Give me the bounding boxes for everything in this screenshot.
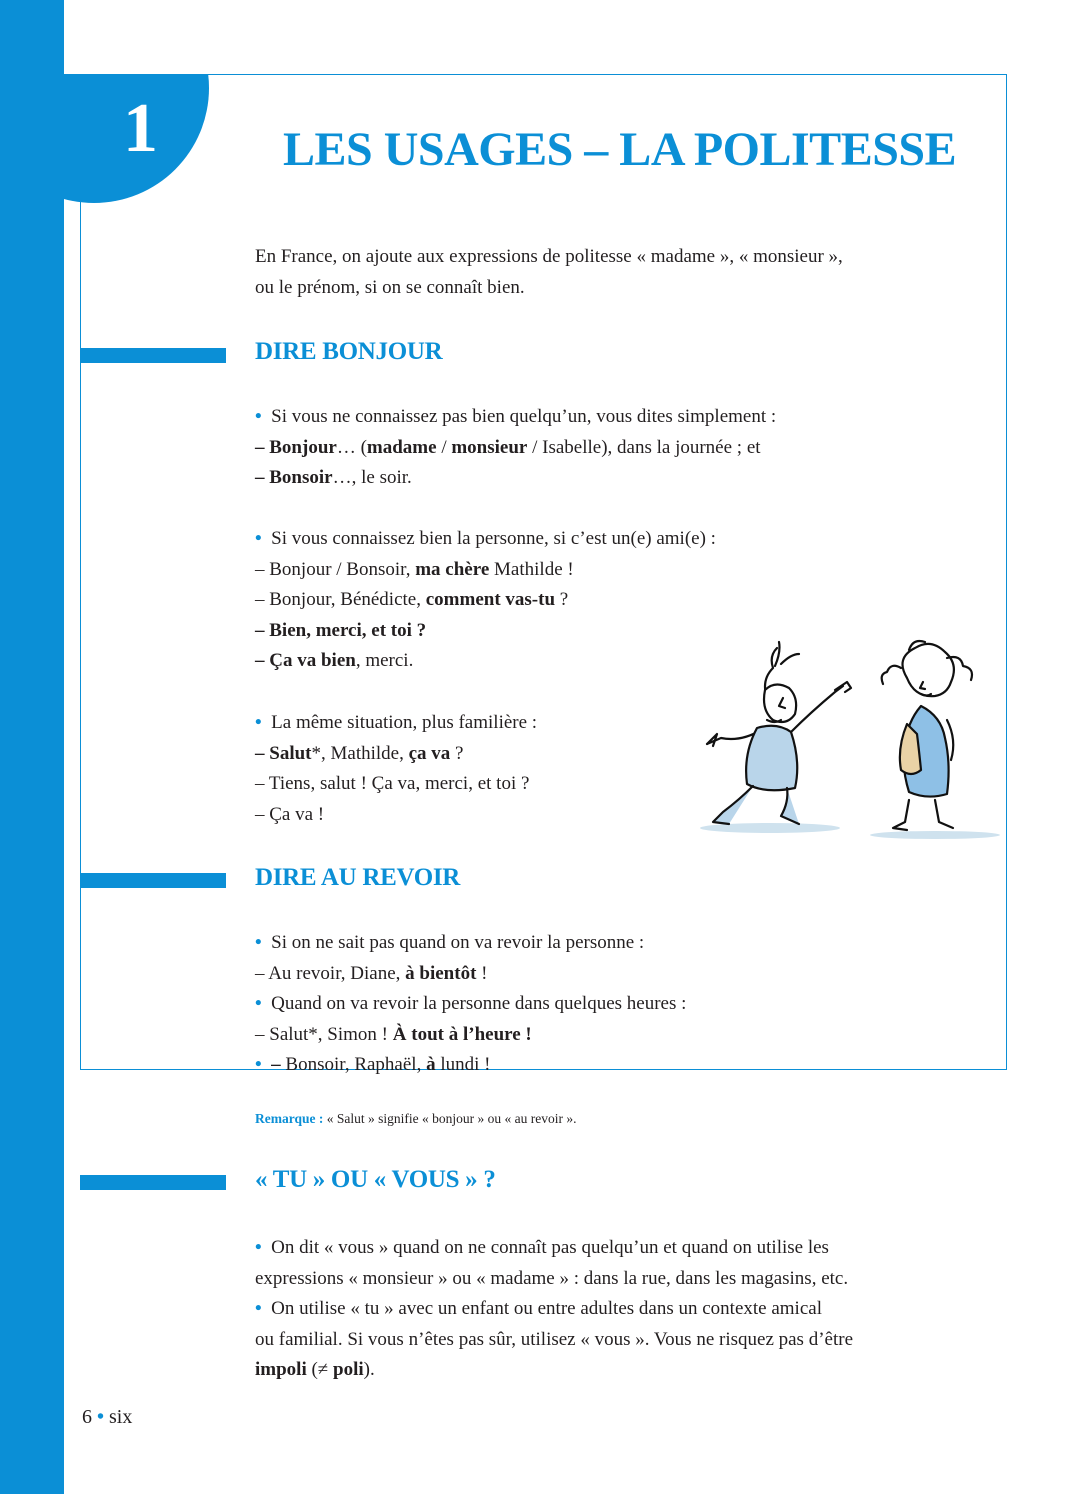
shadow bbox=[700, 823, 1000, 839]
text-line: – Ça va ! bbox=[255, 803, 325, 825]
bullet-icon: • bbox=[255, 406, 262, 427]
chapter-number: 1 bbox=[123, 90, 158, 167]
text-line: – Bonjour / Bonsoir, ma chère Mathilde ! bbox=[255, 558, 574, 580]
footer-bullet-icon: • bbox=[97, 1406, 105, 1428]
intro-paragraph bbox=[255, 242, 843, 303]
page-title: LES USAGES – LA POLITESSE bbox=[283, 123, 957, 176]
text-line: La même situation, plus familière : bbox=[271, 712, 538, 733]
left-color-band bbox=[0, 0, 64, 1494]
bullet-icon: • bbox=[255, 932, 262, 953]
bullet-icon: • bbox=[255, 528, 262, 549]
revoir-block bbox=[255, 928, 686, 1081]
bonjour-block-2 bbox=[255, 524, 716, 677]
section-heading-tu-vous: « TU » OU « VOUS » ? bbox=[255, 1166, 496, 1193]
text-line: On utilise « tu » avec un enfant ou entre adultes dans un contexte amical bbox=[271, 1298, 822, 1319]
bonjour-block-3 bbox=[255, 708, 537, 830]
woman-figure bbox=[882, 641, 972, 830]
text-line: Si on ne sait pas quand on va revoir la personne : bbox=[271, 932, 645, 953]
text-line: Si vous ne connaissez pas bien quelqu’un, vous dites simplement : bbox=[271, 406, 777, 427]
text-line: Quand on va revoir la personne dans quelques heures : bbox=[271, 993, 687, 1014]
remark-text: « Salut » signifie « bonjour » ou « au revoir ». bbox=[323, 1111, 577, 1126]
page-footer bbox=[82, 1406, 132, 1429]
text-line: expressions « monsieur » ou « madame » : dans la rue, dans les magasins, etc. bbox=[255, 1267, 849, 1289]
man-figure bbox=[707, 642, 851, 824]
section-heading-revoir: DIRE AU REVOIR bbox=[255, 864, 461, 891]
intro-line: ou le prénom, si on se connaît bien. bbox=[255, 276, 525, 298]
text-line: – Bonsoir…, le soir. bbox=[255, 467, 412, 488]
bonjour-block-1 bbox=[255, 402, 776, 494]
tu-vous-block bbox=[255, 1233, 853, 1386]
text-line: – Bonjour… (madame / monsieur / Isabelle), dans la journée ; et bbox=[255, 436, 761, 458]
remark-label: Remarque : bbox=[255, 1111, 324, 1126]
text-line: • – Bonsoir, Raphaël, à lundi ! bbox=[255, 1054, 491, 1075]
text-line: ou familial. Si vous n’êtes pas sûr, utilisez « vous ». Vous ne risquez pas d’être bbox=[255, 1328, 853, 1350]
text-line: – Salut*, Simon ! À tout à l’heure ! bbox=[255, 1023, 532, 1045]
text-line: – Ça va bien, merci. bbox=[255, 650, 414, 671]
bullet-icon: • bbox=[255, 1298, 262, 1319]
text-line: On dit « vous » quand on ne connaît pas quelqu’un et quand on utilise les bbox=[271, 1237, 829, 1258]
text-line: – Bien, merci, et toi ? bbox=[255, 619, 427, 641]
remark-note bbox=[255, 1111, 576, 1127]
section-bar bbox=[80, 1175, 226, 1190]
intro-line: En France, on ajoute aux expressions de politesse « madame », « monsieur », bbox=[255, 246, 843, 267]
text-line: – Bonjour, Bénédicte, comment vas-tu ? bbox=[255, 589, 569, 610]
text-line: – Au revoir, Diane, à bientôt ! bbox=[255, 962, 488, 984]
greeting-people-illustration bbox=[695, 638, 1005, 850]
text-line: Si vous connaissez bien la personne, si c’est un(e) ami(e) : bbox=[271, 528, 716, 549]
bullet-icon: • bbox=[255, 1054, 262, 1075]
text-line: – Salut*, Mathilde, ça va ? bbox=[255, 742, 464, 764]
bullet-icon: • bbox=[255, 993, 262, 1014]
bullet-icon: • bbox=[255, 1237, 262, 1258]
text-line: impoli (≠ poli). bbox=[255, 1359, 375, 1380]
page-number-word: six bbox=[109, 1406, 133, 1428]
section-heading-bonjour: DIRE BONJOUR bbox=[255, 338, 443, 365]
chapter-badge bbox=[63, 74, 209, 203]
bullet-icon: • bbox=[255, 712, 262, 733]
text-line: – Tiens, salut ! Ça va, merci, et toi ? bbox=[255, 773, 530, 794]
section-bar bbox=[80, 873, 226, 888]
section-bar bbox=[80, 348, 226, 363]
page-number: 6 bbox=[82, 1406, 92, 1428]
